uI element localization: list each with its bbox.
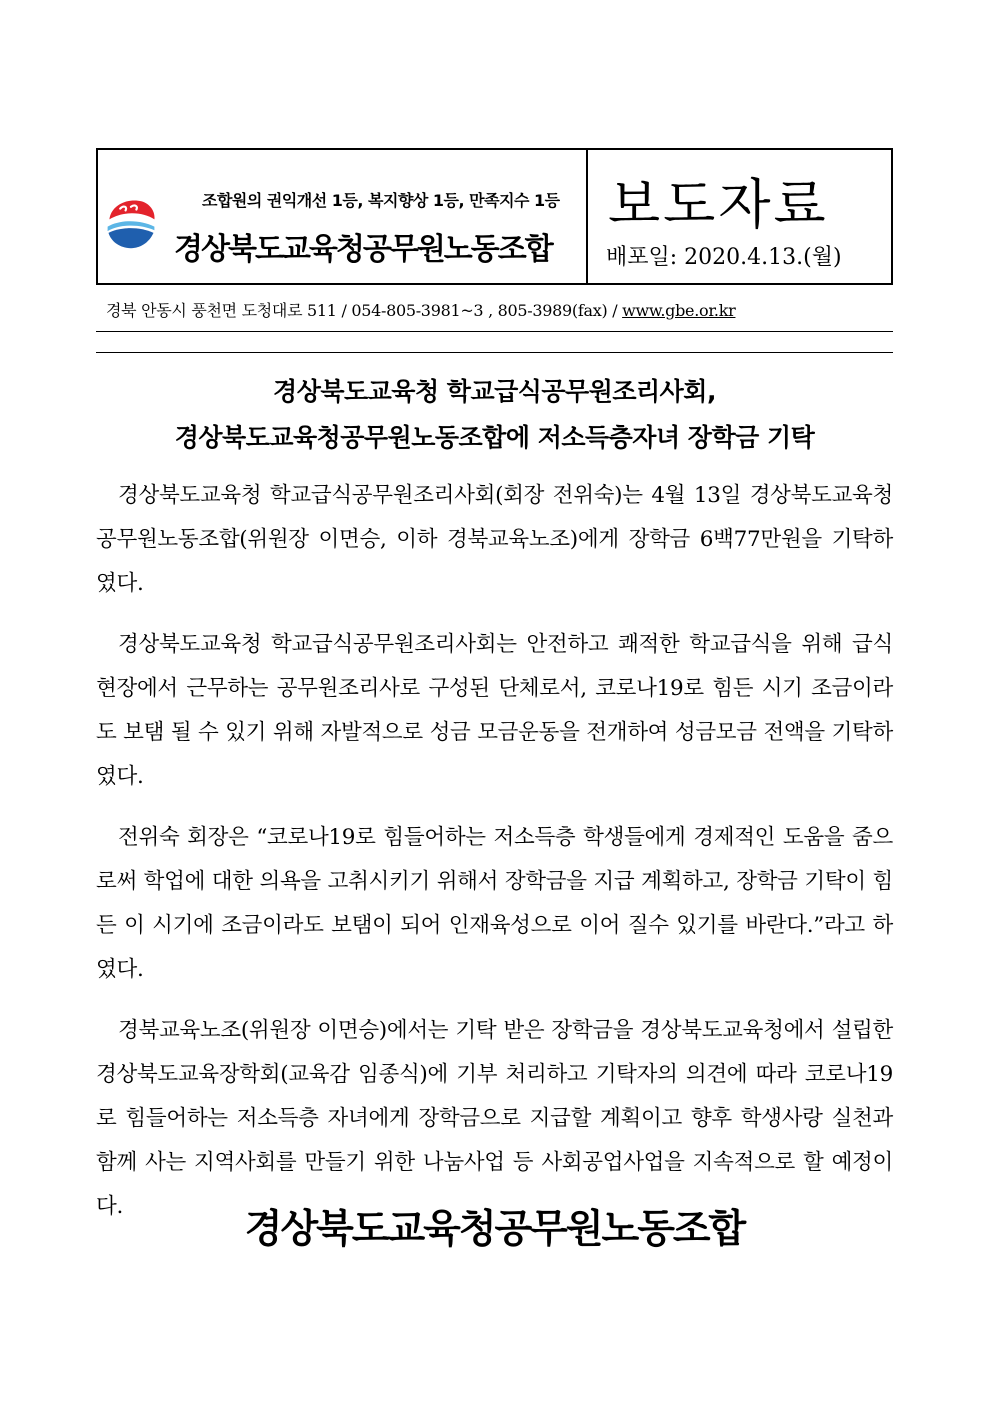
header-box [96,148,893,285]
union-slogan: 조합원의 권익개선 1등, 복지향상 1등, 만족지수 1등 [202,191,560,210]
headline-line-1: 경상북도교육청 학교급식공무원조리사회, [273,377,716,406]
divider-bottom [96,352,893,353]
headline-line-2: 경상북도교육청공무원노동조합에 저소득층자녀 장학금 기탁 [174,423,815,452]
release-date: 배포일: 2020.4.13.(월) [606,245,842,270]
contact-address [106,298,735,321]
website-link[interactable]: www.gbe.or.kr [622,301,736,320]
paragraph-4: 경북교육노조(위원장 이면승)에서는 기탁 받은 장학금을 경상북도교육청에서 설립한 경상북도교육장학회(교육감 임종식)에 기부 처리하고 기탁자의 의견에 따라 코로나19로 힘들어하는 저소득층 자녀에게 장학금으로 지급할 계획이고 향후 학생사랑 실천과 함께 사는 지역사회를 만들기 위한 나눔사업 등 사회공업사업을 지속적으로 할 예정이다. [96,1018,893,1219]
footer-org-name: 경상북도교육청공무원노동조합 [244,1207,745,1252]
paragraph-2: 경상북도교육청 학교급식공무원조리사회는 안전하고 쾌적한 학교급식을 위해 급식현장에서 근무하는 공무원조리사로 구성된 단체로서, 코로나19로 힘든 시기 조금이라도 보탬 될 수 있기 위해 자발적으로 성금 모금운동을 전개하여 성금모금 전액을 기탁하였다. [96,632,893,789]
paragraph-3: 전위숙 회장은 “코로나19로 힘들어하는 저소득층 학생들에게 경제적인 도움을 줌으로써 학업에 대한 의욕을 고취시키기 위해서 장학금을 지급 계획하고, 장학금 기탁이 힘든 이 시기에 조금이라도 보탬이 되어 인재육성으로 이어 질수 있기를 바란다.”라고 하였다. [96,825,893,982]
press-release-panel [588,150,891,283]
union-logo-icon [104,196,158,250]
divider-top [96,331,893,332]
press-release-title: 보도자료 [608,173,829,236]
address-text: 경북 안동시 풍천면 도청대로 511 / 054-805-3981~3 , 805-3989(fax) / [106,301,623,320]
article-body [96,474,893,1246]
paragraph-1: 경상북도교육청 학교급식공무원조리사회(회장 전위숙)는 4월 13일 경상북도교육청공무원노동조합(위원장 이면승, 이하 경북교육노조)에게 장학금 6백77만원을 기탁하였다. [96,483,893,596]
union-name: 경상북도교육청공무원노동조합 [174,232,552,267]
header-org-panel [98,150,588,283]
